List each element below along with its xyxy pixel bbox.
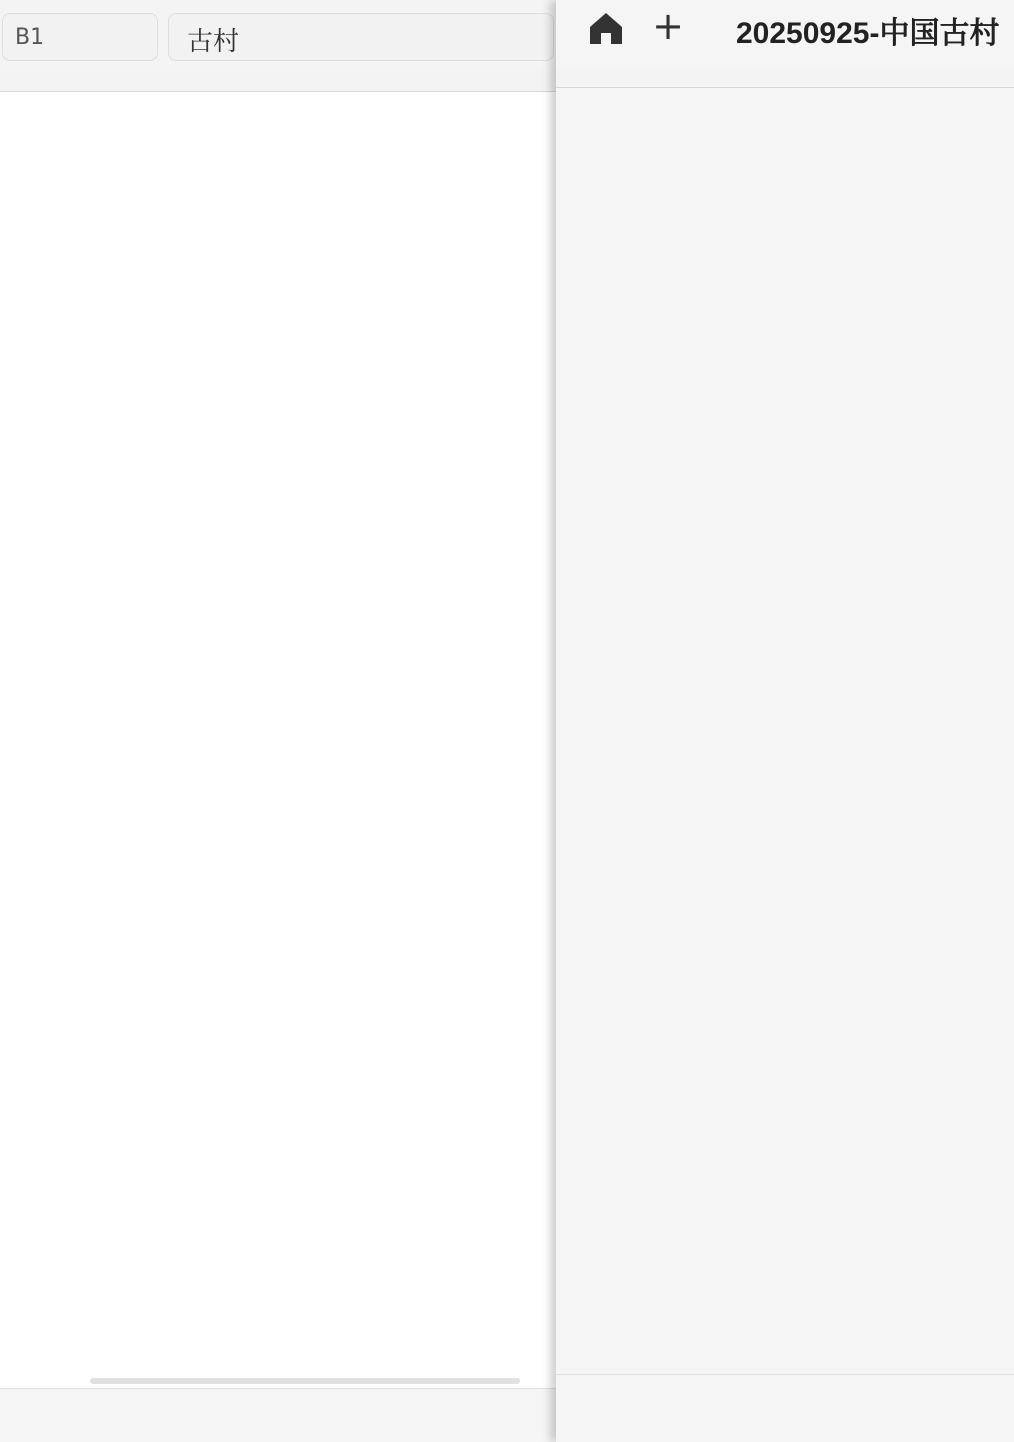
right-spreadsheet-pane bbox=[556, 0, 1014, 1442]
cell-reference-box[interactable]: B1 bbox=[2, 13, 158, 61]
formula-bar bbox=[0, 0, 556, 70]
horizontal-scrollbar[interactable] bbox=[90, 1378, 520, 1384]
column-header-bar bbox=[556, 68, 1014, 88]
column-header-bar bbox=[0, 70, 556, 92]
sheet-tab-bar bbox=[0, 1388, 556, 1442]
top-toolbar bbox=[556, 0, 1014, 68]
formula-input[interactable]: 古村 bbox=[168, 13, 554, 61]
home-icon[interactable] bbox=[586, 8, 626, 48]
sheet-tab-bar bbox=[556, 1374, 1014, 1442]
document-title: 20250925-中国古村 bbox=[736, 17, 1000, 50]
add-icon[interactable]: + bbox=[652, 4, 684, 48]
